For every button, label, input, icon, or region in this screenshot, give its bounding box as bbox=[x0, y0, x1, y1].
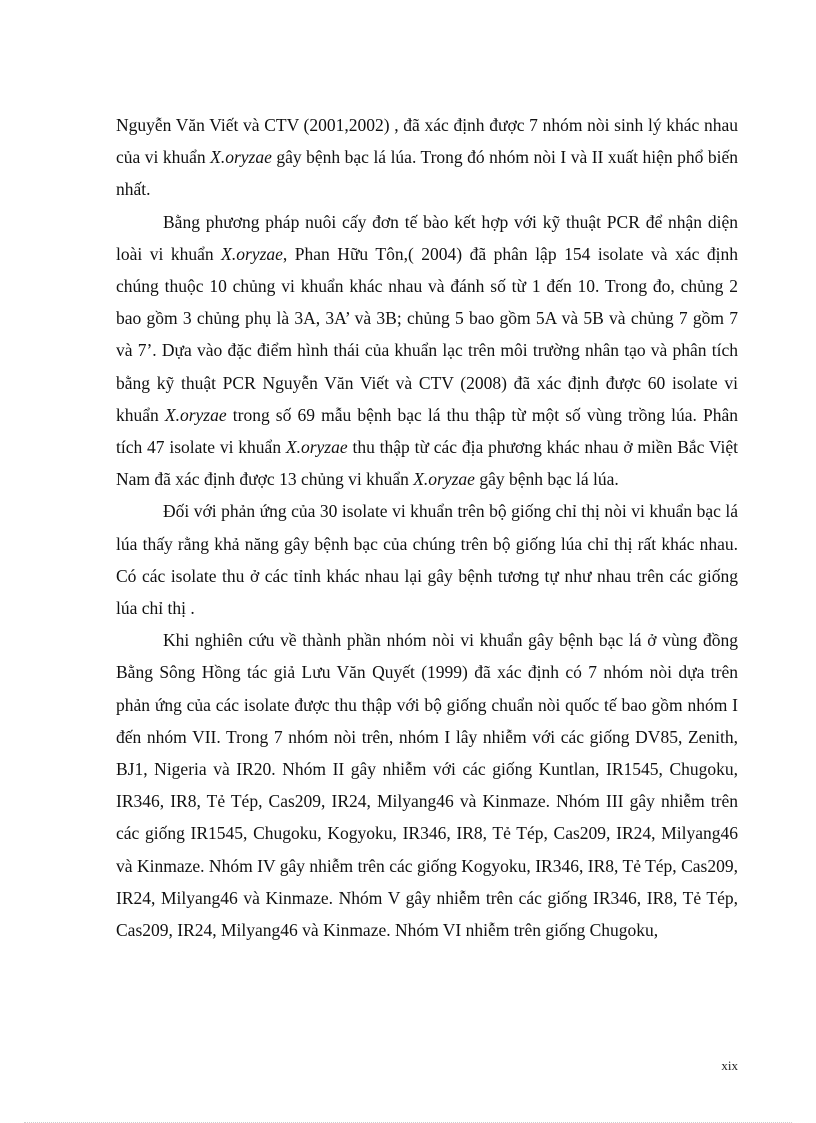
species-name: X.oryzae bbox=[285, 437, 348, 458]
text-run: thu thập từ các địa phương khác nhau ở miền Bắc Việt Nam đã xác định được 13 chủng vi khuẩn bbox=[116, 437, 738, 490]
text-run: gây bệnh bạc lá lúa. Trong đó nhóm nòi I và II xuất hiện phổ biến nhất. bbox=[116, 147, 738, 200]
text-run: gây bệnh bạc lá lúa. bbox=[474, 469, 619, 490]
document-body bbox=[116, 109, 738, 946]
page-number: xix bbox=[721, 1058, 738, 1073]
text-run: Khi nghiên cứu về thành phần nhóm nòi vi khuẩn gây bệnh bạc lá ở vùng đồng Bằng Sông Hồng tác giả Lưu Văn Quyết (1999) đã xác định có 7 nhóm nòi dựa trên phản ứng của các isolate được thu thập với bộ giống chuẩn nòi quốc tế bao gồm nhóm I đến nhóm VII. Trong 7 nhóm nòi trên, nhóm I lây nhiễm với các giống DV85, Zenith, BJ1, Nigeria và IR20. Nhóm II gây nhiễm với các giống Kuntlan, IR1545, Chugoku, IR346, IR8, Tẻ Tép, Cas209, IR24, Milyang46 và Kinmaze. Nhóm III gây nhiễm trên các giống IR1545, Chugoku, Kogyoku, IR346, IR8, Tẻ Tép, Cas209, IR24, Milyang46 và Kinmaze. Nhóm IV gây nhiễm trên các giống Kogyoku, IR346, IR8, Tẻ Tép, Cas209, IR24, Milyang46 và Kinmaze. Nhóm V gây nhiễm trên các giống IR346, IR8, Tẻ Tép, Cas209, IR24, Milyang46 và Kinmaze. Nhóm VI nhiễm trên giống Chugoku, bbox=[116, 630, 738, 941]
paragraph-1 bbox=[116, 109, 738, 206]
text-run: trong số 69 mẫu bệnh bạc lá thu thập từ một số vùng trồng lúa. Phân tích 47 isolate vi khuẩn bbox=[116, 404, 738, 458]
species-name: X.oryzae bbox=[221, 243, 283, 264]
text-run: Đối với phản ứng của 30 isolate vi khuẩn trên bộ giống chỉ thị nòi vi khuẩn bạc lá lúa thấy rằng khả năng gây bệnh bạc của chúng trên bộ giống lúa chỉ thị rất khác nhau. Có các isolate thu ở các tỉnh khác nhau lại gây bệnh tương tự như nhau trên các giống lúa chỉ thị . bbox=[116, 501, 738, 619]
text-run: Nguyễn Văn Viết và CTV (2001,2002) , đã xác định được 7 nhóm nòi sinh lý khác nhau của vi khuẩn bbox=[116, 115, 738, 168]
species-name: X.oryzae bbox=[164, 404, 227, 425]
text-run: Bằng phương pháp nuôi cấy đơn tế bào kết hợp với kỹ thuật PCR để nhận diện loài vi khuẩn bbox=[116, 211, 738, 264]
paragraph-4 bbox=[116, 624, 738, 946]
text-run: , Phan Hữu Tôn,( 2004) đã phân lập 154 isolate và xác định chúng thuộc 10 chủng vi khuẩn khác nhau và đánh số từ 1 đến 10. Trong đo, chủng 2 bao gồm 3 chủng phụ là 3A, 3A’ và 3B; chủng 5 bao gồm 5A và 5B và chủng 7 gồm 7 và 7’. Dựa vào đặc điểm hình thái của khuẩn lạc trên môi trường nhân tạo và phân tích bằng kỹ thuật PCR Nguyễn Văn Viết và CTV (2008) đã xác định được 60 isolate vi khuẩn bbox=[116, 243, 738, 425]
paragraph-2 bbox=[116, 206, 738, 496]
species-name: X.oryzae bbox=[413, 469, 475, 490]
species-name: X.oryzae bbox=[210, 147, 272, 168]
paragraph-3 bbox=[116, 495, 738, 624]
